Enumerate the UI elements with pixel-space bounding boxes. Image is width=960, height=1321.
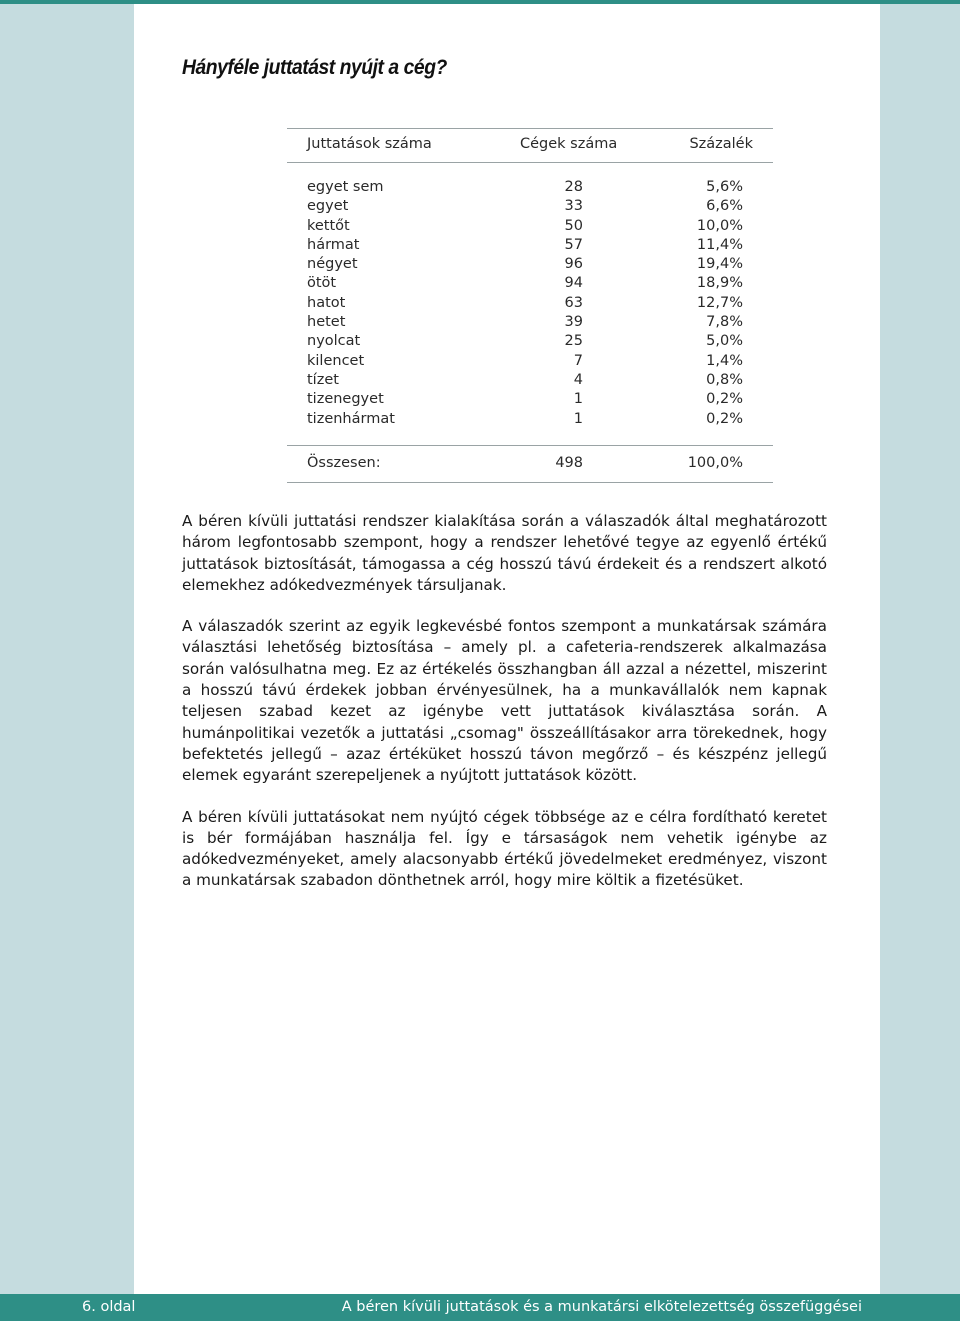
percent-cell: 0,8% <box>706 371 743 388</box>
benefit-count-cell: kilencet <box>307 352 365 369</box>
company-count-cell: 63 <box>564 294 583 311</box>
percent-cell: 1,4% <box>706 352 743 369</box>
company-count-cell: 33 <box>564 198 583 215</box>
table-row <box>287 198 773 217</box>
benefit-count-cell: négyet <box>307 256 358 273</box>
company-count-cell: 28 <box>564 179 583 195</box>
percent-cell: 6,6% <box>706 198 743 215</box>
paragraph-1: A béren kívüli juttatási rendszer kialakítása során a válaszadók által meghatározott három legfontosabb szempont, hogy a rendszer lehetővé tegye az egyenlő értékű juttatások biztosítását, támogassa a cég hosszú távú érdekeit és a rendszert alkotó elemekhez adókedvezmények társuljanak. <box>182 512 827 594</box>
table-row <box>287 295 773 314</box>
table-row <box>287 237 773 256</box>
company-count-cell: 57 <box>564 236 583 253</box>
table-row <box>287 372 773 391</box>
header-company-count: Cégek száma <box>520 136 618 152</box>
percent-cell: 7,8% <box>706 314 743 331</box>
benefits-table <box>287 128 773 483</box>
benefit-count-cell: hatot <box>307 294 346 311</box>
page-sheet <box>134 4 880 1294</box>
benefit-count-cell: ötöt <box>307 275 337 292</box>
benefit-count-cell: tízet <box>307 371 339 388</box>
total-percent: 100,0% <box>687 454 743 471</box>
page-title: Hányféle juttatást nyújt a cég? <box>182 56 447 79</box>
benefit-count-cell: nyolcat <box>307 333 361 350</box>
company-count-cell: 1 <box>573 410 583 427</box>
footer-title: A béren kívüli juttatások és a munkatársi elkötelezettség összefüggései <box>341 1299 862 1315</box>
company-count-cell: 94 <box>564 275 583 292</box>
percent-cell: 18,9% <box>696 275 743 292</box>
page-number: 6. oldal <box>82 1299 136 1315</box>
benefit-count-cell: hetet <box>307 314 346 331</box>
table-row <box>287 391 773 410</box>
table-row <box>287 353 773 372</box>
table-header <box>287 128 773 163</box>
table-total-row <box>287 445 773 483</box>
percent-cell: 0,2% <box>706 410 743 427</box>
table-row <box>287 218 773 237</box>
benefit-count-cell: kettőt <box>307 217 350 234</box>
benefit-count-cell: hármat <box>307 236 360 253</box>
percent-cell: 12,7% <box>696 294 743 311</box>
benefit-count-cell: tizenhármat <box>307 410 395 427</box>
company-count-cell: 25 <box>564 333 583 350</box>
company-count-cell: 1 <box>573 391 583 408</box>
table-body <box>287 179 773 430</box>
header-percent: Százalék <box>689 136 753 152</box>
table-row <box>287 314 773 333</box>
table-row <box>287 179 773 198</box>
percent-cell: 10,0% <box>696 217 743 234</box>
paragraph-2: A válaszadók szerint az egyik legkevésbé fontos szempont a munkatársak számára választási lehetőség biztosítása – amely pl. a cafeteria-rendszerek alkalmazása során valósulhatna meg. Ez az értékelés összhangban áll azzal a nézettel, miszerint a hosszú távú érdekek jobban érvényesülnek, ha a munkavállalók nem kapnak teljesen szabad kezet az igénybe vett juttatások kiválasztása során. A humánpolitikai vezetők a juttatási „csomag" összeállításakor arra törekednek, hogy befektetés jellegű – azaz értéküket hosszú távon megőrző – és készpénz jellegű elemek egyaránt szerepeljenek a nyújtott juttatások között. <box>182 617 827 785</box>
table-row <box>287 333 773 352</box>
company-count-cell: 4 <box>573 371 583 388</box>
percent-cell: 5,0% <box>706 333 743 350</box>
company-count-cell: 39 <box>564 314 583 331</box>
benefit-count-cell: egyet <box>307 198 349 215</box>
benefit-count-cell: egyet sem <box>307 179 384 195</box>
company-count-cell: 96 <box>564 256 583 273</box>
footer-bar <box>0 1294 960 1321</box>
table-row <box>287 256 773 275</box>
percent-cell: 5,6% <box>706 179 743 195</box>
benefit-count-cell: tizenegyet <box>307 391 384 408</box>
total-company-count: 498 <box>555 454 583 471</box>
table-row <box>287 275 773 294</box>
company-count-cell: 7 <box>573 352 583 369</box>
table-row <box>287 411 773 430</box>
total-label: Összesen: <box>307 454 381 471</box>
body-text <box>182 511 827 912</box>
paragraph-3: A béren kívüli juttatásokat nem nyújtó cégek többsége az e célra fordítható keretet is bér formájában használja fel. Így e társaságok nem vehetik igénybe az adókedvezményeket, amely alacsonyabb értékű jövedelmeket eredményez, viszont a munkatársak szabadon dönthetnek arról, hogy mire költik a fizetésüket. <box>182 807 827 890</box>
company-count-cell: 50 <box>564 217 583 234</box>
percent-cell: 0,2% <box>706 391 743 408</box>
header-benefit-count: Juttatások száma <box>307 136 432 152</box>
percent-cell: 11,4% <box>696 236 743 253</box>
percent-cell: 19,4% <box>696 256 743 273</box>
